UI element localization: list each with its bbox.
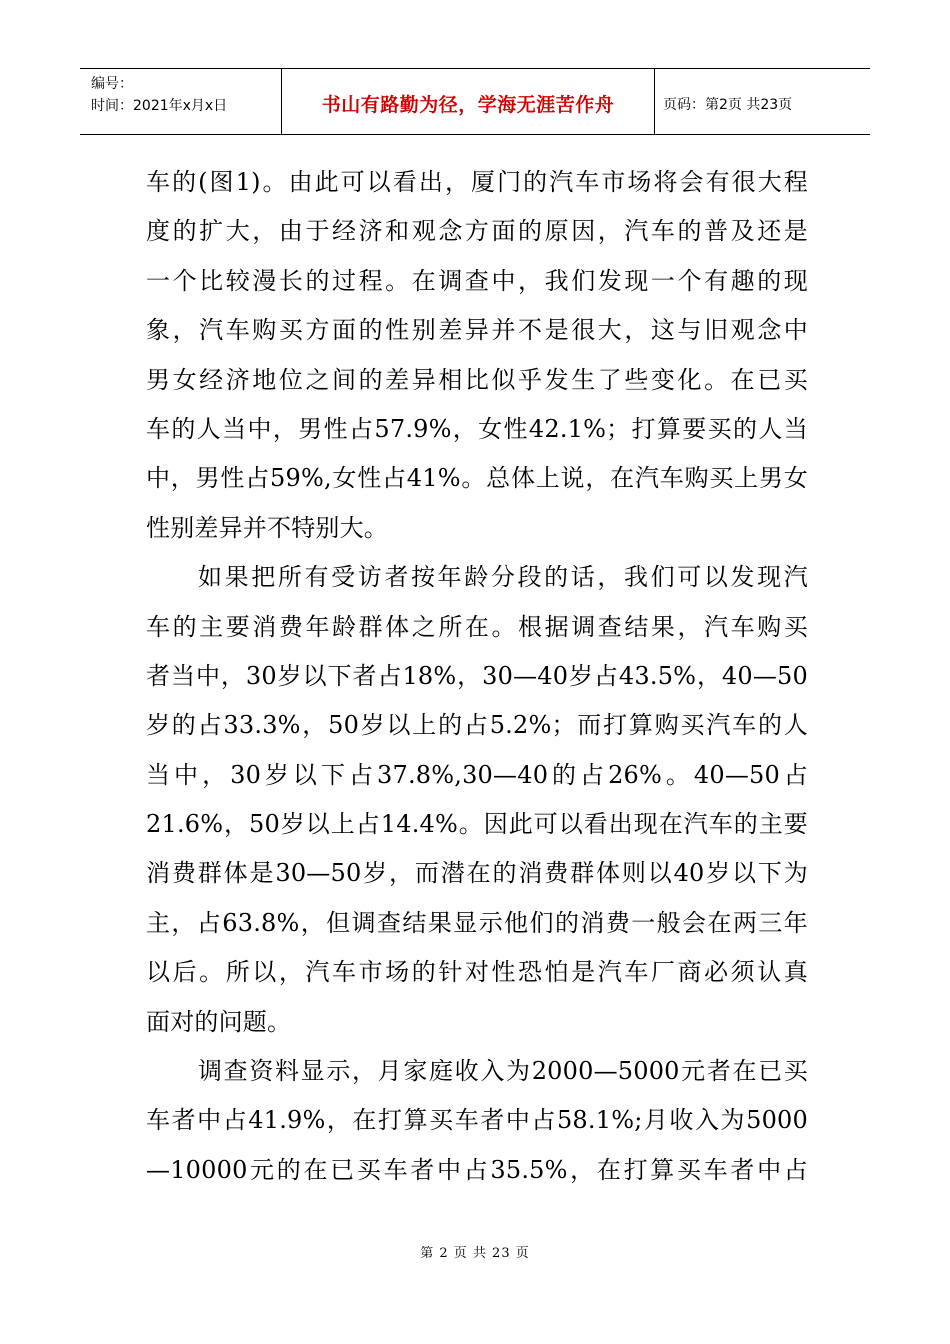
text-line: 调查资料显示，月家庭收入为2000—5000元者在已买 — [198, 1057, 808, 1086]
text-line: 岁的占33.3%，50岁以上的占5.2%；而打算购买汽车的人 — [146, 711, 808, 740]
text-line: 车的人当中，男性占57.9%，女性42.1%；打算要买的人当 — [146, 414, 808, 443]
text-line: 度的扩大，由于经济和观念方面的原因，汽车的普及还是 — [146, 217, 808, 246]
text-line: 车者中占41.9%，在打算买车者中占58.1%;月收入为5000 — [146, 1106, 808, 1135]
text-line: 男女经济地位之间的差异相比似乎发生了些变化。在已买 — [146, 365, 808, 394]
header-page-info: 页码：第2页 共23页 — [663, 96, 793, 113]
text-line: —10000元的在已买车者中占35.5%，在打算买车者中占 — [146, 1155, 808, 1184]
text-line: 中，男性占59%,女性占41%。总体上说，在汽车购买上男女 — [146, 464, 808, 493]
text-line: 21.6%，50岁以上占14.4%。因此可以看出现在汽车的主要 — [146, 810, 808, 839]
header-motto: 书山有路勤为径，学海无涯苦作舟 — [282, 69, 655, 134]
text-line: 车的(图1)。由此可以看出，厦门的汽车市场将会有很大程 — [146, 168, 808, 196]
text-line: 车的主要消费年龄群体之所在。根据调查结果，汽车购买 — [146, 612, 808, 641]
text-line: 当中，30岁以下占37.8%,30—40的占26%。40—50占 — [146, 760, 808, 789]
header-meta — [80, 69, 282, 134]
text-line: 如果把所有受访者按年龄分段的话，我们可以发现汽 — [198, 563, 808, 592]
text-line: 者当中，30岁以下者占18%，30—40岁占43.5%，40—50 — [146, 661, 808, 690]
text-line: 主，占63.8%，但调查结果显示他们的消费一般会在两三年 — [146, 908, 808, 937]
text-line: 以后。所以，汽车市场的针对性恐怕是汽车厂商必须认真 — [146, 958, 808, 987]
text-line: 象，汽车购买方面的性别差异并不是很大，这与旧观念中 — [146, 316, 808, 345]
text-line: 性别差异并不特别大。 — [146, 513, 388, 542]
page-footer: 第 2 页 共 23 页 — [420, 1246, 530, 1261]
document-time-label: 时间：2021年x月x日 — [91, 98, 228, 114]
text-line: 消费群体是30—50岁，而潜在的消费群体则以40岁以下为 — [146, 859, 808, 888]
page-header — [80, 68, 870, 135]
text-line: 面对的问题。 — [146, 1007, 292, 1036]
body-text — [146, 158, 808, 1195]
text-line: 一个比较漫长的过程。在调查中，我们发现一个有趣的现 — [146, 266, 808, 295]
document-number-label: 编号： — [91, 76, 133, 92]
